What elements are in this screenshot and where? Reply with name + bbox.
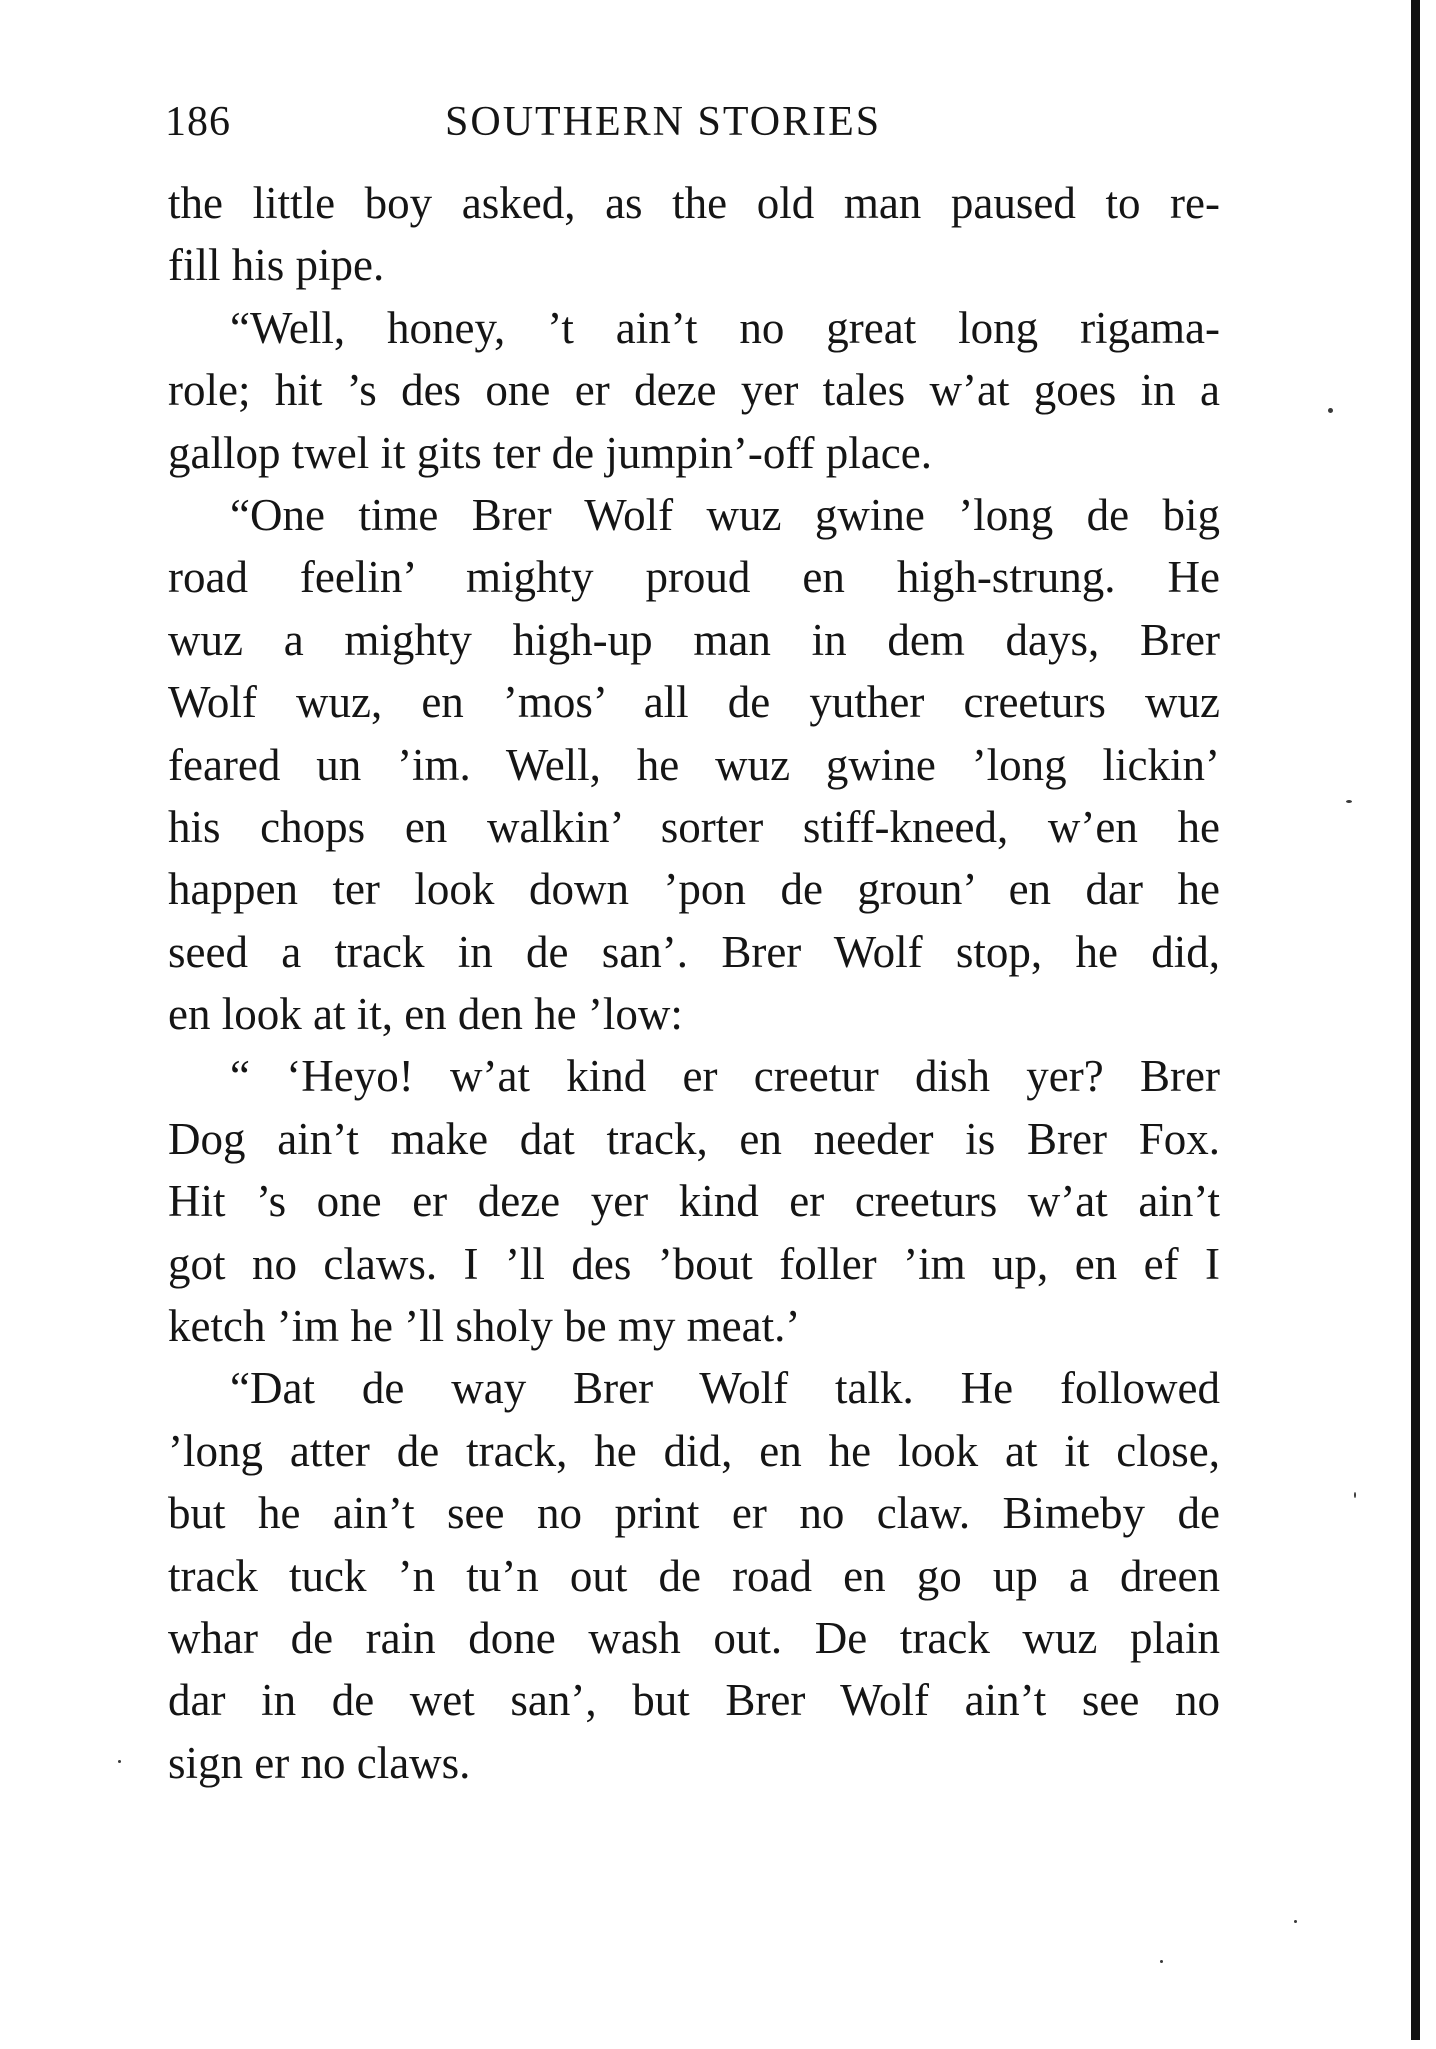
text-line: feared un ’im. Well, he wuz gwine ’long lickin’ [168,739,1220,790]
body-text [168,172,1220,1794]
paper-speck [1294,1920,1297,1923]
text-line: role; hit ’s des one er deze yer tales w’at goes in a [168,365,1220,416]
text-line: Dog ain’t make dat track, en needer is Brer Fox. [168,1113,1220,1164]
text-line: but he ain’t see no print er no claw. Bimeby de [168,1488,1220,1539]
page-binding-edge [1411,0,1420,2040]
text-line: fill his pipe. [168,240,385,291]
text-line: track tuck ’n tu’n out de road en go up a dreen [168,1550,1220,1601]
text-line: seed a track in de san’. Brer Wolf stop, he did, [168,926,1220,977]
page-number: 186 [165,99,231,145]
paper-speck [1160,1960,1163,1963]
text-line: Hit ’s one er deze yer kind er creeturs w’at ain’t [168,1176,1220,1227]
text-line: sign er no claws. [168,1737,471,1788]
paper-speck [118,1760,121,1763]
text-line: “Well, honey, ’t ain’t no great long rigama- [230,302,1220,353]
text-line: his chops en walkin’ sorter stiff-kneed, w’en he [168,801,1220,852]
paper-speck [1328,408,1333,413]
text-line: en look at it, en den he ’low: [168,989,683,1040]
text-line: wuz a mighty high-up man in dem days, Brer [168,614,1220,665]
text-line: gallop twel it gits ter de jumpin’-off place. [168,427,932,478]
page-header [165,92,1225,152]
text-line: ketch ’im he ’ll sholy be my meat.’ [168,1301,801,1352]
text-line: “One time Brer Wolf wuz gwine ’long de big [230,489,1220,540]
text-line: dar in de wet san’, but Brer Wolf ain’t see no [168,1675,1220,1726]
text-line: the little boy asked, as the old man paused to re- [168,178,1220,228]
text-line: whar de rain done wash out. De track wuz plain [168,1612,1220,1663]
text-line: Wolf wuz, en ’mos’ all de yuther creeturs wuz [168,677,1220,728]
text-line: happen ter look down ’pon de groun’ en dar he [168,864,1220,915]
running-title: SOUTHERN STORIES [445,99,882,145]
text-line: “ ‘Heyo! w’at kind er creetur dish yer? Brer [230,1051,1220,1102]
text-line: road feelin’ mighty proud en high-strung. He [168,552,1220,603]
paper-speck [1346,800,1352,803]
text-line: ’long atter de track, he did, en he look at it close, [168,1425,1220,1476]
paper-speck [1354,1492,1356,1498]
text-line: got no claws. I ’ll des ’bout foller ’im up, en ef I [168,1238,1220,1289]
text-line: “Dat de way Brer Wolf talk. He followed [230,1363,1220,1414]
